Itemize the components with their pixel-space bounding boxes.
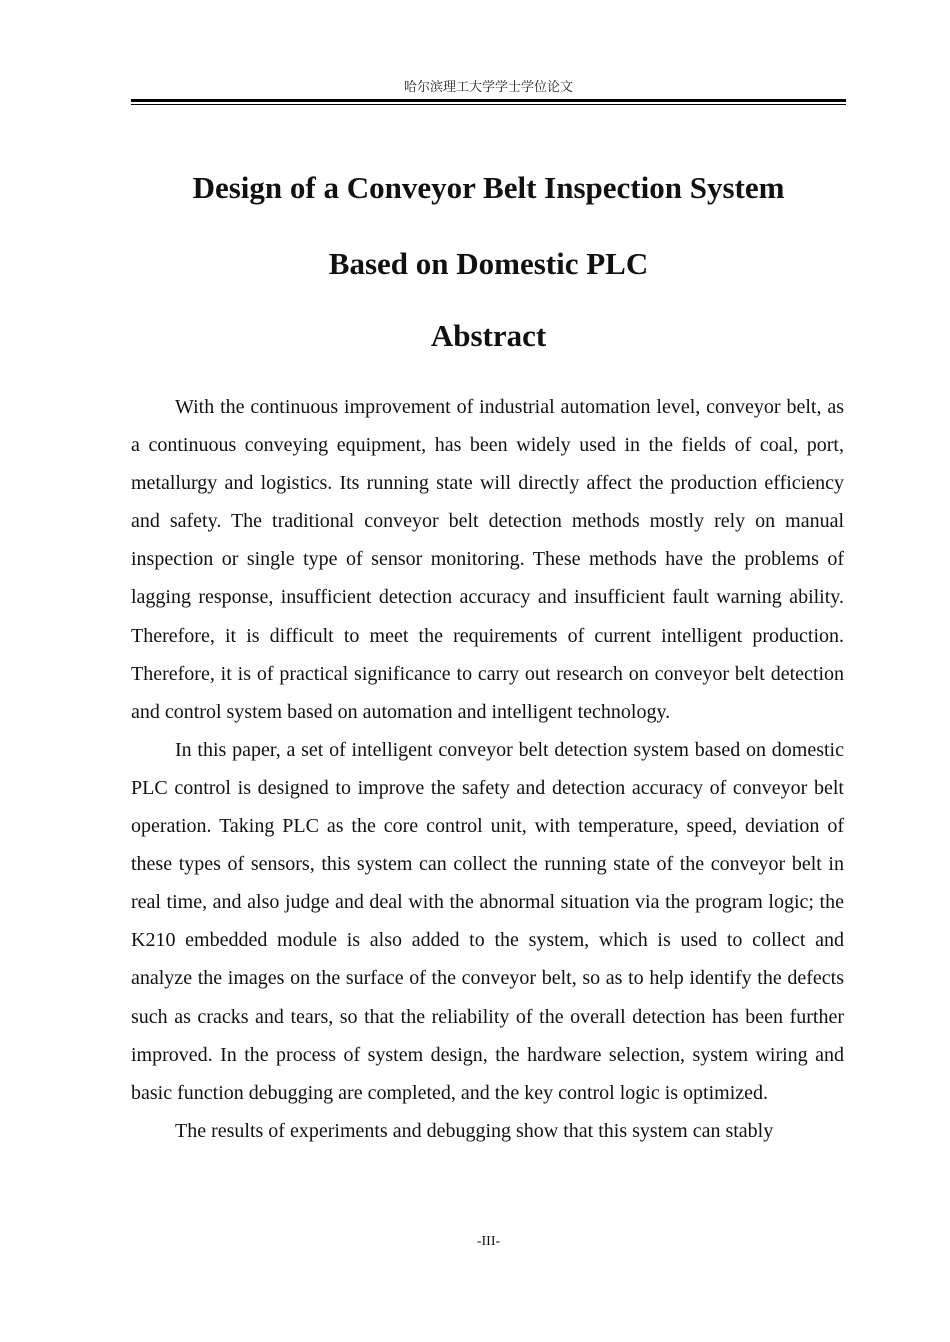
thesis-title-line-1: Design of a Conveyor Belt Inspection System — [192, 170, 785, 205]
abstract-paragraph-3: The results of experiments and debugging show that this system can stably — [175, 1119, 774, 1142]
running-header: 哈尔滨理工大学学士学位论文 — [403, 80, 573, 95]
abstract-paragraph-1: With the continuous improvement of industrial automation level, conveyor belt, as a continuous conveying equipment, has been widely used in the fields of coal, port, metallurgy and logistics. Its running state will directly affect the production efficiency and safety. The traditional conveyor belt detection methods mostly rely on manual inspection or single type of sensor monitoring. These methods have the problems of lagging response, insufficient detection accuracy and insufficient fault warning ability. Therefore, it is difficult to meet the requirements of current intelligent production. Therefore, it is of practical significance to carry out research on conveyor belt detection and control system based on automation and intelligent technology. — [131, 396, 844, 723]
abstract-body — [131, 388, 844, 1150]
page-number: -III- — [476, 1234, 501, 1249]
abstract-heading: Abstract — [430, 318, 547, 353]
thesis-title — [131, 150, 846, 302]
header-rule-thin — [131, 104, 846, 105]
thesis-title-line-2: Based on Domestic PLC — [328, 246, 649, 281]
abstract-paragraph-2: In this paper, a set of intelligent conveyor belt detection system based on domestic PLC control is designed to improve the safety and detection accuracy of conveyor belt operation. Taking PLC as the core control unit, with temperature, speed, deviation of these types of sensors, this system can collect the running state of the conveyor belt in real time, and also judge and deal with the abnormal situation via the program logic; the K210 embedded module is also added to the system, which is used to collect and analyze the images on the surface of the conveyor belt, so as to help identify the defects such as cracks and tears, so that the reliability of the overall detection has been further improved. In the process of system design, the hardware selection, system wiring and basic function debugging are completed, and the key control logic is optimized. — [131, 738, 844, 1104]
header-rule-thick — [131, 99, 846, 102]
